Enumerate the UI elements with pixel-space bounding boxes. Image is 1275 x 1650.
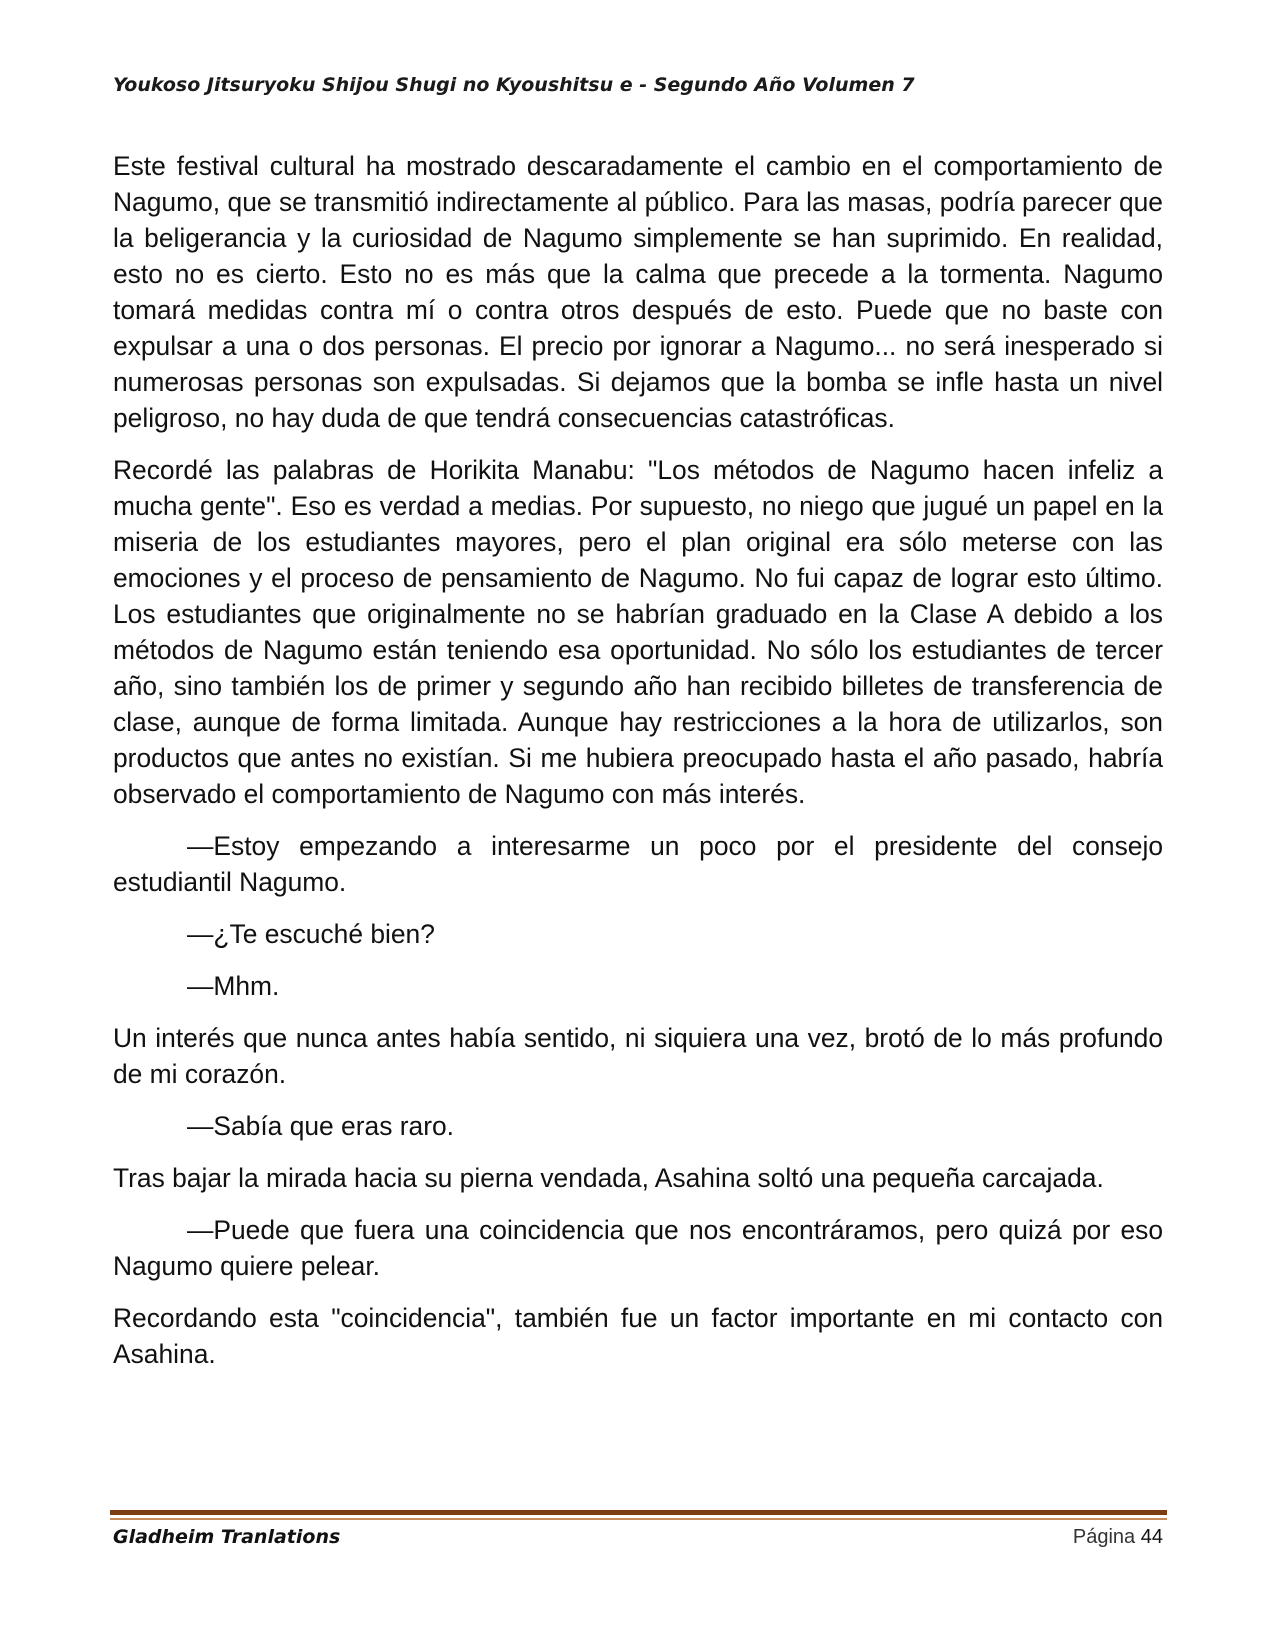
page-label: Página <box>1072 1526 1136 1548</box>
dialog-line: —¿Te escuché bien? <box>187 919 435 949</box>
page-header-title: Youkoso Jitsuryoku Shijou Shugi no Kyoushitsu e - Segundo Año Volumen 7 <box>113 74 915 96</box>
footer-credit: Gladheim Tranlations <box>113 1526 341 1548</box>
page-number <box>1073 1526 1163 1549</box>
dialog-line: —Sabía que eras raro. <box>187 1111 454 1141</box>
paragraph: Este festival cultural ha mostrado descaradamente el cambio en el comportamiento de Nagumo, que se transmitió indirectamente al público. Para las masas, podría parecer que la beligerancia y la curiosidad de Nagumo simplemente se han suprimido. En realidad, esto no es cierto. Esto no es más que la calma que precede a la tormenta. Nagumo tomará medidas contra mí o contra otros después de esto. Puede que no baste con expulsar a una o dos personas. El precio por ignorar a Nagumo... no será inesperado si numerosas personas son expulsadas. Si dejamos que la bomba se infle hasta un nivel peligroso, no hay duda de que tendrá consecuencias catastróficas. <box>113 151 1163 433</box>
page-number-value: 44 <box>1140 1526 1163 1548</box>
paragraph: Recordando esta "coincidencia", también fue un factor importante en mi contacto con Asahina. <box>113 1303 1163 1369</box>
dialog-line: —Mhm. <box>187 971 280 1001</box>
paragraph: Tras bajar la mirada hacia su pierna vendada, Asahina soltó una pequeña carcajada. <box>113 1163 1104 1193</box>
dialog-line: —Estoy empezando a interesarme un poco por el presidente del consejo estudiantil Nagumo. <box>113 831 1163 897</box>
footer-divider-thick <box>110 1510 1167 1515</box>
footer-divider-thin <box>110 1518 1167 1520</box>
paragraph: Recordé las palabras de Horikita Manabu: "Los métodos de Nagumo hacen infeliz a mucha gente". Eso es verdad a medias. Por supuesto, no niego que jugué un papel en la miseria de los estudiantes mayores, pero el plan original era sólo meterse con las emociones y el proceso de pensamiento de Nagumo. No fui capaz de lograr esto último. Los estudiantes que originalmente no se habrían graduado en la Clase A debido a los métodos de Nagumo están teniendo esa oportunidad. No sólo los estudiantes de tercer año, sino también los de primer y segundo año han recibido billetes de transferencia de clase, aunque de forma limitada. Aunque hay restricciones a la hora de utilizarlos, son productos que antes no existían. Si me hubiera preocupado hasta el año pasado, habría observado el comportamiento de Nagumo con más interés. <box>113 455 1163 809</box>
page-body <box>113 148 1163 1388</box>
dialog-line: —Puede que fuera una coincidencia que nos encontráramos, pero quizá por eso Nagumo quiere pelear. <box>113 1215 1163 1281</box>
paragraph: Un interés que nunca antes había sentido, ni siquiera una vez, brotó de lo más profundo de mi corazón. <box>113 1023 1163 1089</box>
